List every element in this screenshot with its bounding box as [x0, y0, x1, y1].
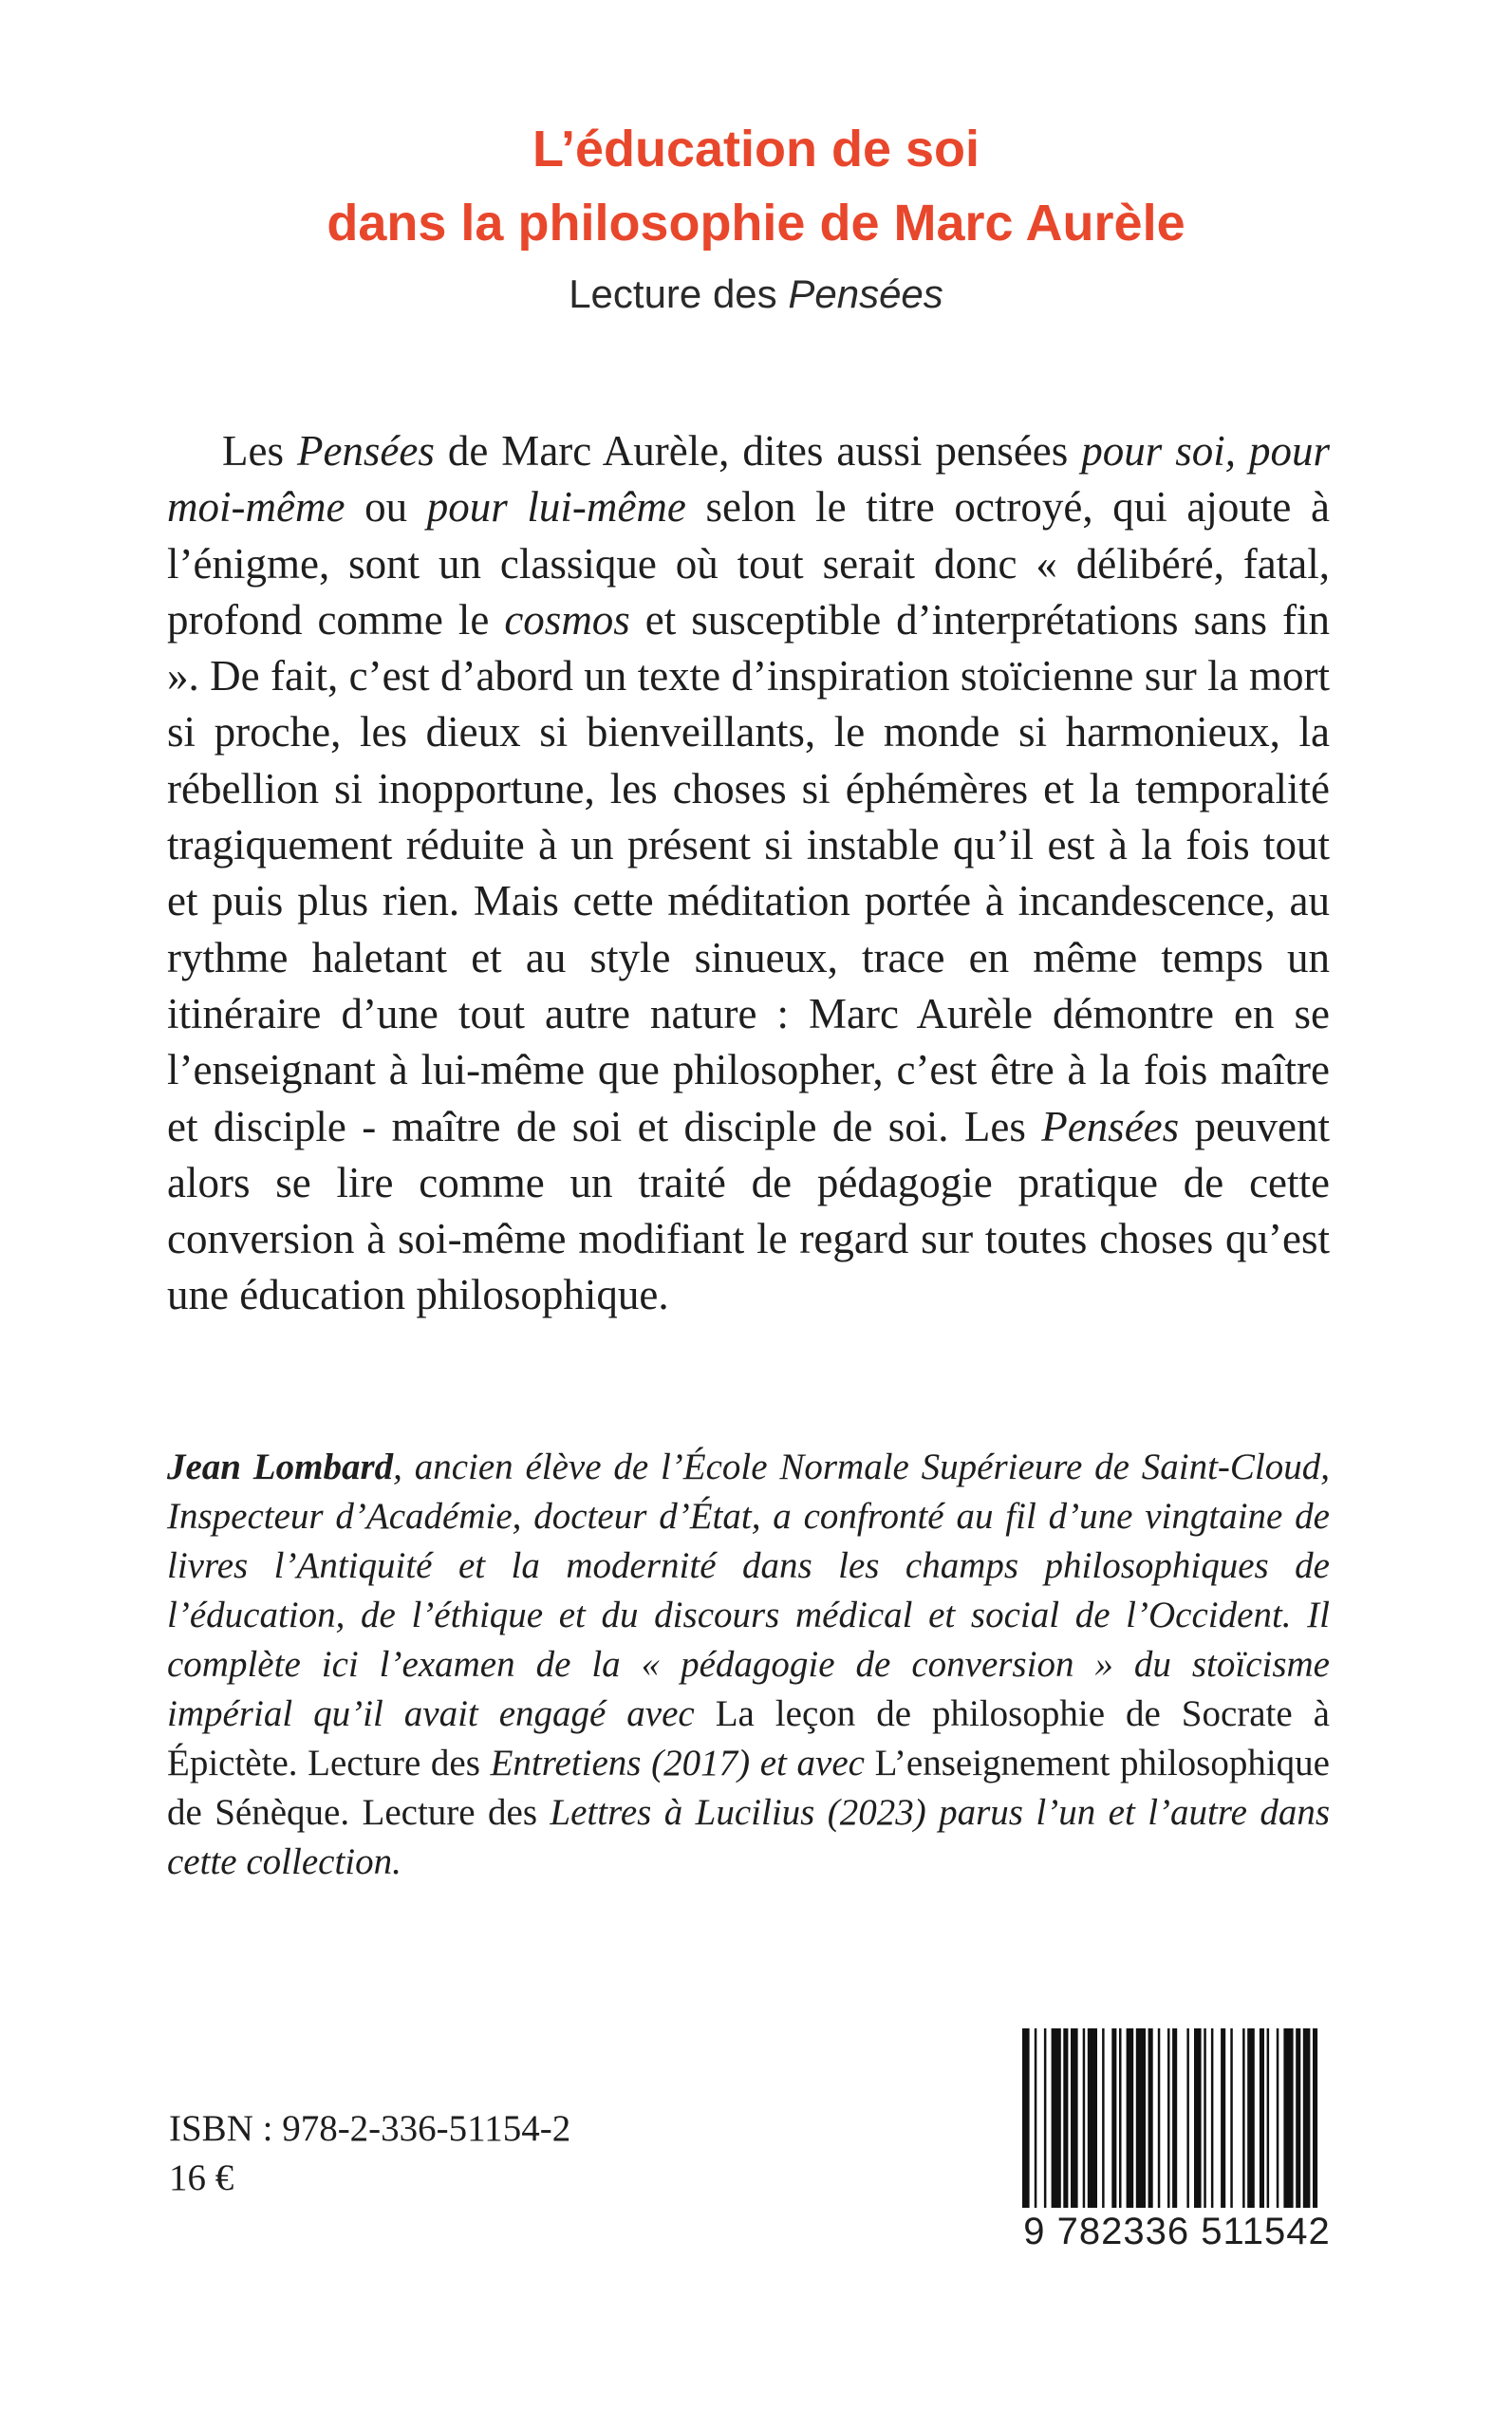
barcode-bar — [1119, 2028, 1122, 2209]
barcode-bar — [1283, 2028, 1293, 2209]
barcode-bar — [1044, 2028, 1047, 2209]
author-name: Jean Lombard — [167, 1447, 394, 1487]
barcode-bar — [1230, 2028, 1233, 2209]
barcode-bar — [1313, 2028, 1317, 2209]
barcode-bar — [1186, 2028, 1189, 2209]
author-bio — [167, 1443, 1330, 1887]
barcode-bar — [1260, 2028, 1264, 2209]
barcode-digits: 9 782336 511542 — [1017, 2208, 1337, 2255]
barcode-bar — [1088, 2028, 1097, 2209]
barcode-bar — [1111, 2028, 1116, 2209]
barcode-bar — [1267, 2028, 1270, 2209]
isbn-label: ISBN : 978-2-336-51154-2 — [169, 2108, 571, 2149]
barcode-bar — [1221, 2028, 1225, 2209]
barcode-bar — [1102, 2028, 1105, 2209]
bio-book-title: L’enseignement philosophique de Sénèque. Lecture des — [167, 1743, 1330, 1833]
barcode-bar — [1277, 2028, 1279, 2209]
price-label: 16 € — [169, 2157, 234, 2198]
bio-italic: , ancien élève de l’École Normale Supérieure de Saint-Cloud, Inspecteur d’Académie, docteur d’État, a confronté au fil d’une vingtaine de livres l’Antiquité et la modernité dans les champs philosophiques de l’éducation, de l’éthique et du discours médical et social de l’Occident. Il complète ici l’examen de la « pédagogie de conversion » du stoïcisme impérial qu’il avait engagé avec — [167, 1447, 1330, 1734]
blurb-text: Les — [222, 427, 297, 475]
barcode-bar — [1071, 2028, 1078, 2209]
barcode-bar — [1303, 2028, 1311, 2209]
barcode-bar — [1296, 2028, 1300, 2209]
barcode-bar — [1172, 2028, 1177, 2209]
blurb-italic: Pensées — [296, 427, 435, 475]
blurb-italic: pour soi, pour moi-même — [167, 427, 1330, 532]
barcode-bar — [1194, 2028, 1202, 2209]
barcode-bar — [1127, 2028, 1134, 2209]
subtitle-prefix: Lecture des — [569, 271, 789, 316]
book-title — [0, 112, 1512, 260]
bio-book-title: La leçon de philosophie de Socrate à Épictète. Lecture des — [167, 1693, 1330, 1783]
blurb-text: et susceptible d’interprétations sans fin ». De fait, c’est d’abord un texte d’inspiration stoïcienne sur la mort si proche, les dieux si bienveillants, le monde si harmonieux, la rébellion si inopportune, les choses si éphémères et la temporalité tragiquement réduite à un présent si instable qu’il est à la fois tout et puis plus rien. Mais cette méditation portée à incandescence, au rythme haletant et au style sinueux, trace en même temps un itinéraire d’une tout autre nature : Marc Aurèle démontre en se l’enseignant à lui-même que philosopher, c’est être à la fois maître et disciple - maître de soi et disciple de soi. Les — [167, 595, 1331, 1150]
barcode-bar — [1063, 2028, 1068, 2209]
blurb-italic: pour lui-même — [426, 483, 686, 532]
barcode-bar — [1242, 2028, 1245, 2209]
blurb-paragraph — [167, 423, 1330, 1324]
barcode-bar — [1148, 2028, 1153, 2209]
barcode-bar — [1204, 2028, 1206, 2209]
barcode-bar — [1247, 2028, 1255, 2209]
blurb-text: de Marc Aurèle, dites aussi pensées — [434, 427, 1082, 475]
barcode-bar — [1083, 2028, 1086, 2209]
barcode-bar — [1136, 2028, 1146, 2209]
book-subtitle — [0, 268, 1512, 321]
barcode-bar — [1211, 2028, 1214, 2209]
barcode-bar — [1167, 2028, 1170, 2209]
bio-italic: Lettres à Lucilius (2023) parus l’un et l’autre dans cette collection. — [167, 1792, 1330, 1882]
barcode-bar — [1022, 2028, 1030, 2209]
title-line-2: dans la philosophie de Marc Aurèle — [327, 195, 1185, 252]
blurb-text: selon le titre octroyé, qui ajoute à l’énigme, sont un classique où tout serait donc « délibéré, fatal, profond comme le — [167, 483, 1330, 644]
barcode-bar — [1052, 2028, 1061, 2209]
barcode-bar — [1035, 2028, 1037, 2209]
blurb-italic: cosmos — [504, 595, 630, 644]
bio-italic: Entretiens (2017) et avec — [490, 1743, 875, 1783]
subtitle-italic: Pensées — [788, 271, 943, 316]
title-line-1: L’éducation de soi — [532, 121, 980, 177]
blurb-text: ou — [345, 483, 427, 532]
barcode-bar — [1158, 2028, 1161, 2209]
blurb-italic: Pensées — [1041, 1102, 1180, 1150]
blurb-text: peuvent alors se lire comme un traité de pédagogie pratique de cette conversion à soi-même modifiant le regard sur toutes choses qu’est une éducation philosophique. — [167, 1102, 1330, 1319]
